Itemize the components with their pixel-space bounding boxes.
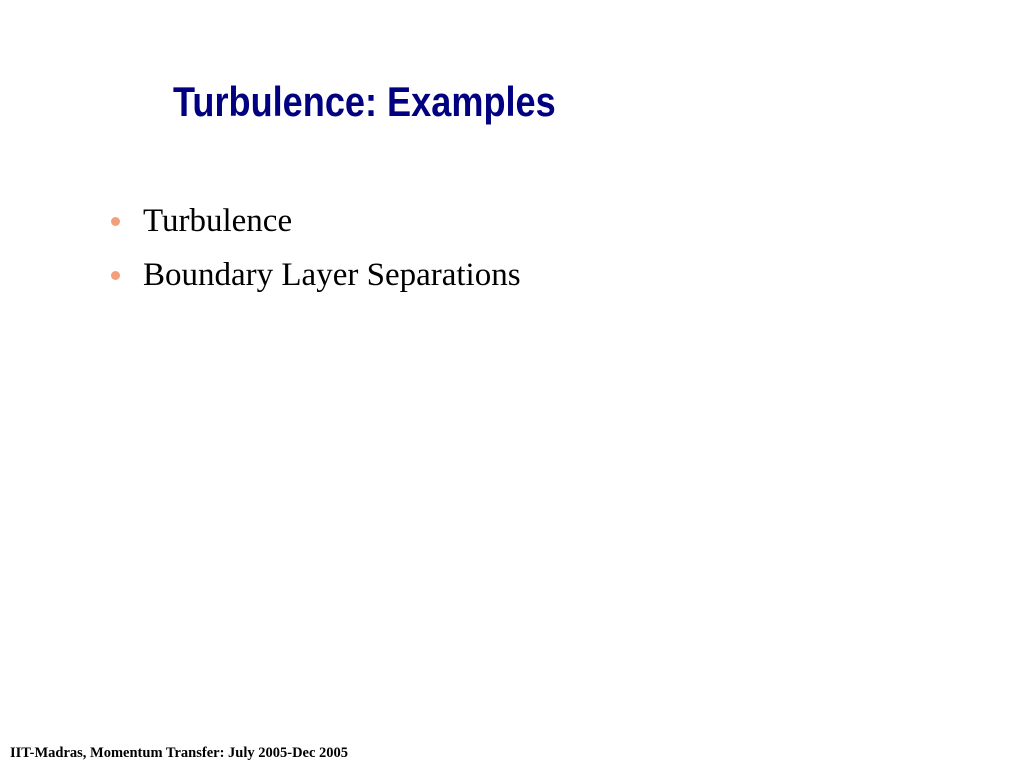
bullet-dot-icon bbox=[111, 217, 120, 226]
slide-footer: IIT-Madras, Momentum Transfer: July 2005-Dec 2005 bbox=[10, 745, 349, 761]
bullet-dot-icon bbox=[111, 271, 120, 280]
slide-title: Turbulence: Examples bbox=[173, 78, 556, 125]
bullet-item-turbulence bbox=[108, 194, 521, 248]
bullet-list bbox=[108, 194, 521, 302]
bullet-text: Boundary Layer Separations bbox=[143, 257, 521, 293]
bullet-item-boundary-layer bbox=[108, 248, 521, 302]
bullet-text: Turbulence bbox=[143, 203, 293, 239]
